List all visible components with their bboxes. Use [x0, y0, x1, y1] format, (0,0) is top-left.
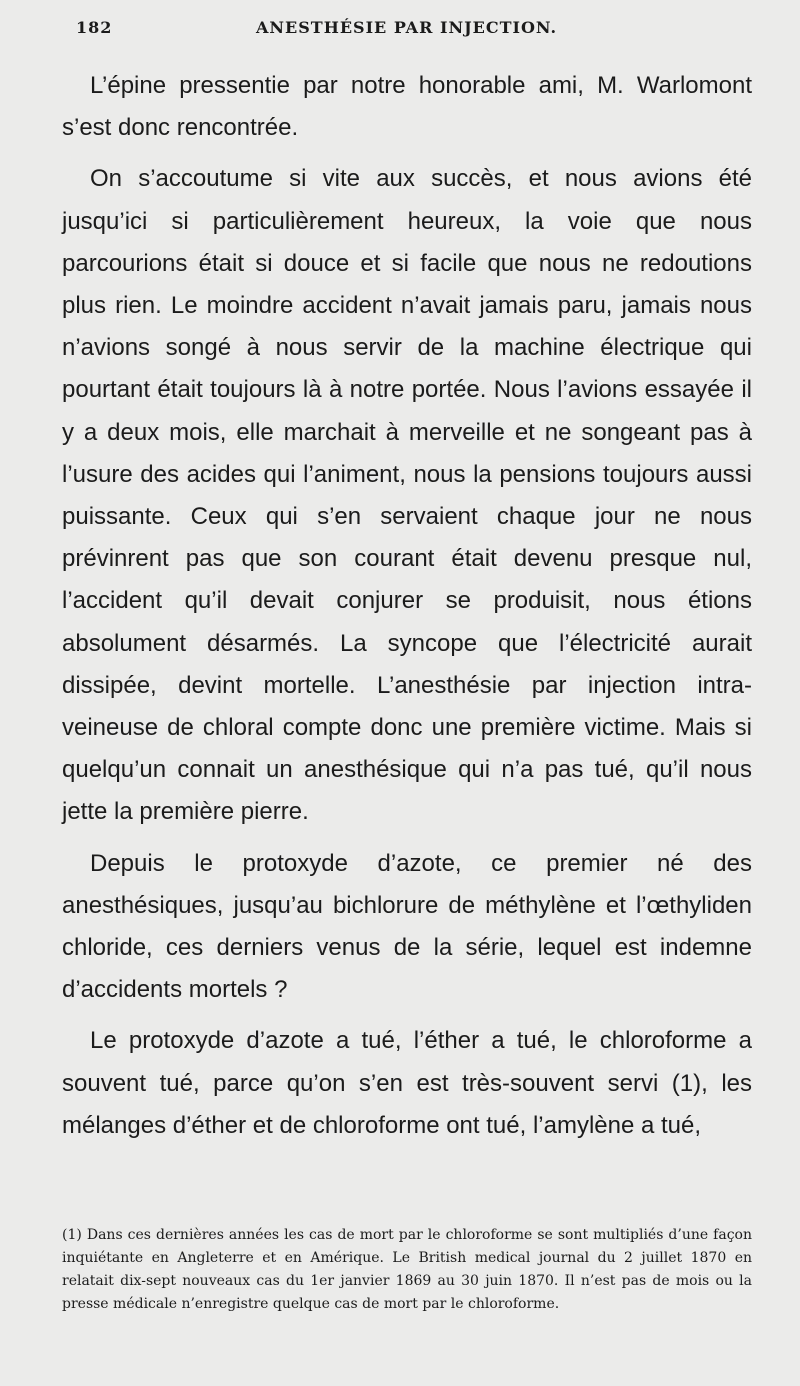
- running-title: ANESTHÉSIE PAR INJECTION.: [256, 18, 558, 37]
- footnote-text: (1) Dans ces dernières années les cas de mort par le chloroforme se sont multipliés d’une façon inquiétante en Angleterre et en Amérique. Le British medical journal du 2 juillet 1870 en relatait dix-sept nouveaux cas du 1er janvier 1869 au 30 juin 1870. Il n’est pas de mois ou la presse médicale n’enregistre quelque cas de mort par le chloroforme.: [62, 1227, 752, 1312]
- page-number: 182: [76, 18, 113, 37]
- footnote: [62, 1224, 752, 1316]
- body-text: [62, 65, 752, 1156]
- page-header: [76, 18, 756, 48]
- paragraph-3: Depuis le protoxyde d’azote, ce premier né des anesthésiques, jusqu’au bichlorure de méthylène et l’œthyliden chloride, ces derniers venus de la série, lequel est indemne d’accidents mortels ?: [62, 849, 752, 1004]
- paragraph-4: Le protoxyde d’azote a tué, l’éther a tué, le chloroforme a souvent tué, parce qu’on s’en est très-souvent servi (1), les mélanges d’éther et de chloroforme ont tué, l’amylène a tué,: [62, 1027, 752, 1139]
- paragraph-2: On s’accoutume si vite aux succès, et nous avions été jusqu’ici si particulièrement heureux, la voie que nous parcourions était si douce et si facile que nous ne redoutions plus rien. Le moindre accident n’avait jamais paru, jamais nous n’avions songé à nous servir de la machine électrique qui pourtant était toujours là à notre portée. Nous l’avions essayée il y a deux mois, elle marchait à merveille et ne songeant pas à l’usure des acides qui l’animent, nous la pensions toujours aussi puissante. Ceux qui s’en servaient chaque jour ne nous prévinrent pas que son courant était devenu presque nul, l’accident qu’il devait conjurer se produisit, nous étions absolument désarmés. La syncope que l’électricité aurait dissipée, devint mortelle. L’anesthésie par injection intra-veineuse de chloral compte donc une première victime. Mais si quelqu’un connait un anesthésique qui n’a pas tué, qu’il nous jette la première pierre.: [62, 165, 752, 826]
- paragraph-1: L’épine pressentie par notre honorable ami, M. Warlomont s’est donc rencontrée.: [62, 72, 752, 142]
